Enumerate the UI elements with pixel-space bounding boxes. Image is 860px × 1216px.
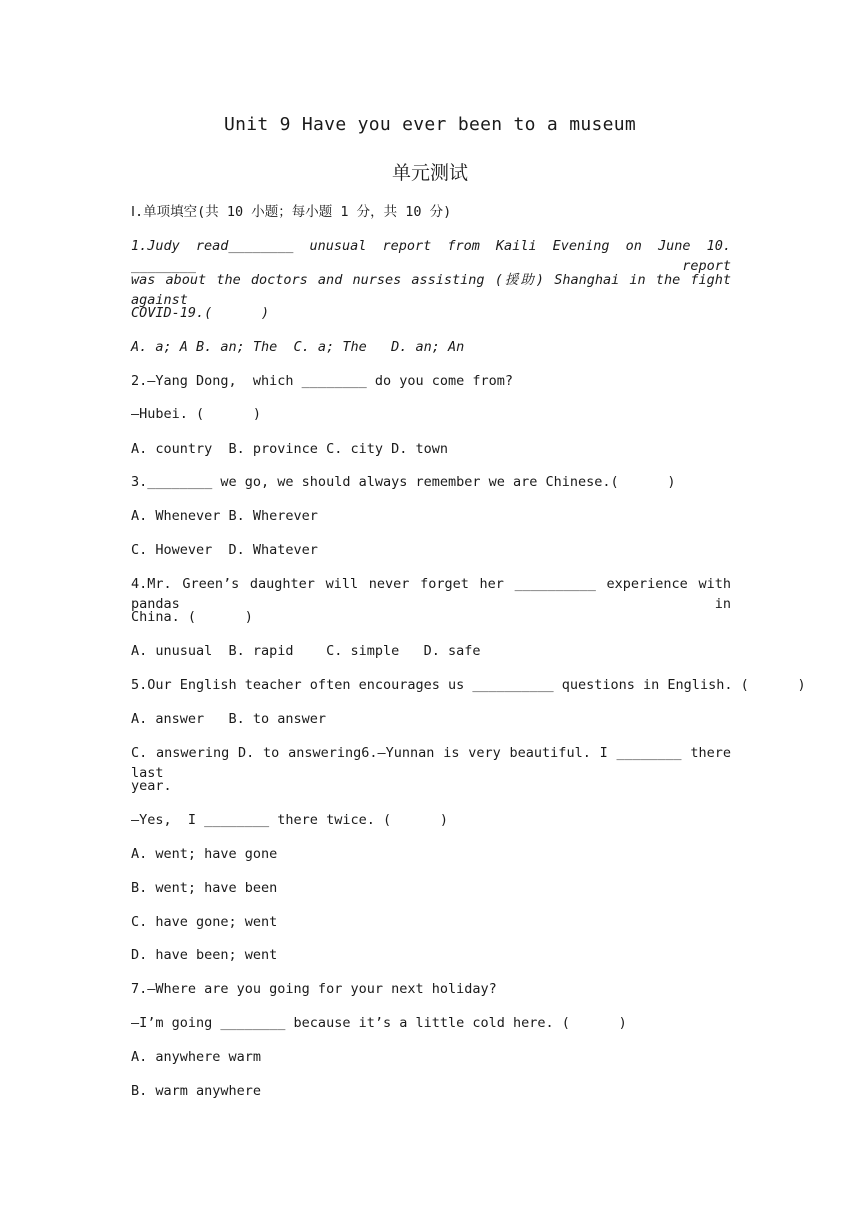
question-4-line-1: 4.Mr. Green’s daughter will never forget her __________ experience with pandas in <box>131 576 731 612</box>
question-7: 7.—Where are you going for your next holiday? <box>131 981 497 997</box>
question-1-line-2: was about the doctors and nurses assisting (援助) Shanghai in the fight against <box>131 272 731 308</box>
page-title: Unit 9 Have you ever been to a museum <box>223 114 637 135</box>
question-1-line-1: 1.Judy read________ unusual report from Kaili Evening on June 10. ________ report <box>131 238 731 274</box>
question-2-answer: —Hubei. ( ) <box>131 406 262 422</box>
question-1-line-3: COVID-19.( ) <box>131 305 270 321</box>
question-6-option-b: B. went; have been <box>131 880 278 896</box>
question-6-answer: —Yes, I ________ there twice. ( ) <box>131 812 448 828</box>
question-3-options-b: C. However D. Whatever <box>131 542 318 558</box>
page-subtitle: 单元测试 <box>391 162 468 184</box>
question-7-option-a: A. anywhere warm <box>131 1049 262 1065</box>
question-7-answer: —I’m going ________ because it’s a little cold here. ( ) <box>131 1015 627 1031</box>
question-2-options: A. country B. province C. city D. town <box>131 441 448 457</box>
question-4-line-2: China. ( ) <box>131 609 253 625</box>
question-5-options-b-question-6: C. answering D. to answering6.—Yunnan is very beautiful. I ________ there last <box>131 745 731 781</box>
question-4-options: A. unusual B. rapid C. simple D. safe <box>131 643 481 659</box>
question-3: 3.________ we go, we should always remember we are Chinese.( ) <box>131 474 676 490</box>
question-1-options: A. a; A B. an; The C. a; The D. an; An <box>131 339 465 355</box>
question-5: 5.Our English teacher often encourages us __________ questions in English. ( ) <box>131 677 806 693</box>
question-6-option-d: D. have been; went <box>131 947 278 963</box>
question-7-option-b: B. warm anywhere <box>131 1083 262 1099</box>
question-2: 2.—Yang Dong, which ________ do you come from? <box>131 373 514 389</box>
question-3-options-a: A. Whenever B. Wherever <box>131 508 318 524</box>
question-6-option-c: C. have gone; went <box>131 914 278 930</box>
section-heading: Ⅰ.单项填空(共 10 小题；每小题 1 分，共 10 分) <box>131 204 452 220</box>
question-6-line-2: year. <box>131 778 172 794</box>
question-5-options-a: A. answer B. to answer <box>131 711 327 727</box>
question-6-option-a: A. went; have gone <box>131 846 278 862</box>
